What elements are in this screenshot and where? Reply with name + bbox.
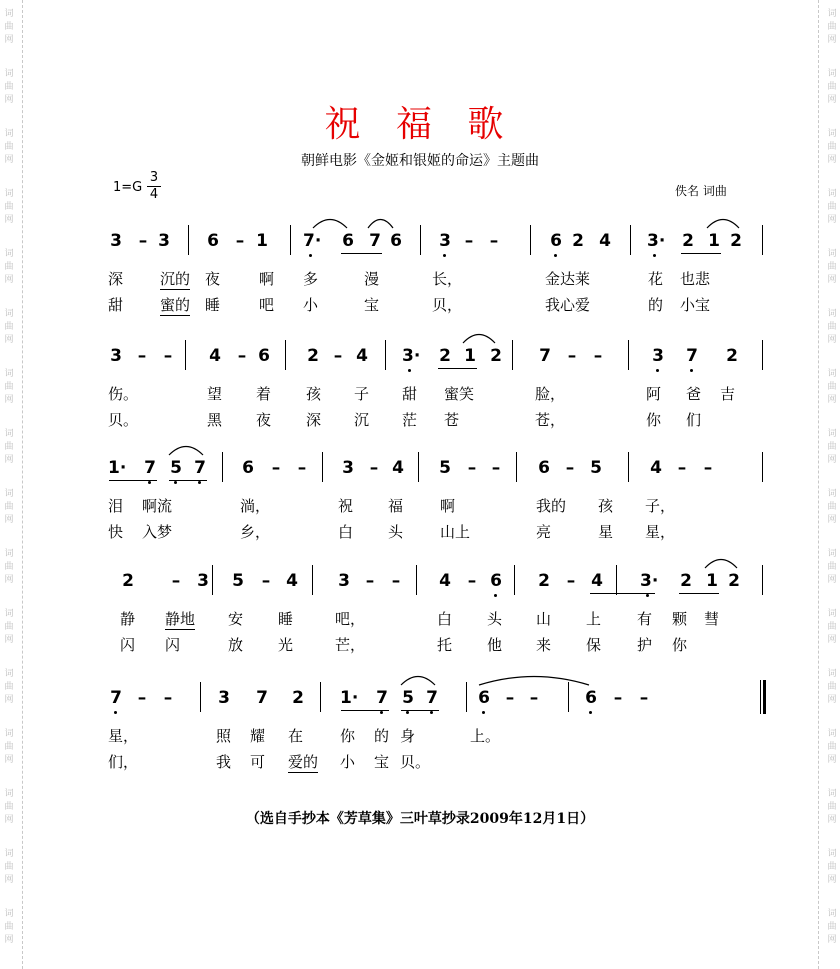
lyric-verse-2: 亮 [536, 523, 552, 541]
note: 5 [590, 458, 602, 478]
slur-arc [168, 442, 204, 456]
note: 7 [192, 458, 208, 478]
sustain-dash: – [467, 571, 477, 591]
sustain-dash: – [171, 571, 181, 591]
bar-line [188, 225, 189, 255]
bar-line [762, 452, 763, 482]
watermark-glyph: 词 曲 网 [827, 849, 837, 885]
note: 6 [476, 688, 492, 708]
lyric-verse-1: 祝 [338, 497, 354, 515]
score-row [0, 565, 840, 675]
note: 7 [374, 688, 390, 708]
lyric-verse-2: 贝， [432, 296, 463, 314]
note: 6 [242, 458, 254, 478]
lyric-verse-2: 宝 [364, 296, 380, 314]
lyric-verse-1: 子 [354, 385, 370, 403]
lyric-verse-2: 小 [340, 753, 356, 771]
note: 5 [439, 458, 451, 478]
lyric-verse-1: 身 [400, 727, 416, 745]
lyric-verse-1: 孩 [598, 497, 614, 515]
beam-line [169, 480, 207, 481]
lyric-verse-2: 们， [108, 753, 139, 771]
lyric-verse-1: 也悲 [680, 270, 711, 288]
lyric-verse-2: 入梦 [142, 523, 173, 541]
lyric-verse-1: 蜜笑 [444, 385, 475, 403]
lyric-verse-2: 宝 [374, 753, 390, 771]
sustain-dash: – [163, 688, 173, 708]
sustain-dash: – [271, 458, 281, 478]
lyric-verse-2: 乡， [240, 523, 271, 541]
sustain-dash: – [365, 571, 375, 591]
note: 6 [583, 688, 599, 708]
bar-line [285, 340, 286, 370]
bar-line [200, 682, 201, 712]
note: 1· [108, 458, 127, 478]
lyric-verse-1: 夜 [205, 270, 221, 288]
note: 3 [650, 346, 666, 366]
lyric-verse-1: 阿 [646, 385, 662, 403]
note: 1 [708, 231, 720, 251]
lyric-verse-2: 吧 [259, 296, 275, 314]
note: 7 [108, 688, 124, 708]
beam-line [590, 593, 655, 594]
bar-line [290, 225, 291, 255]
slur-arc [478, 672, 590, 686]
lyric-verse-2: 来 [536, 636, 552, 654]
sustain-dash: – [613, 688, 623, 708]
lyric-verse-1: 颗 [672, 610, 688, 628]
slur-arc [706, 215, 740, 229]
final-bar-thin [760, 680, 761, 714]
note: 6 [342, 231, 354, 251]
watermark-glyph: 词 曲 网 [827, 69, 837, 105]
lyric-verse-1: 脸， [535, 385, 566, 403]
note: 2 [307, 346, 319, 366]
score-row [0, 682, 840, 792]
sustain-dash: – [237, 346, 247, 366]
bar-line [530, 225, 531, 255]
note: 4 [439, 571, 451, 591]
lyric-verse-1: 望 [207, 385, 223, 403]
note: 2 [682, 231, 694, 251]
lyric-verse-2: 你 [672, 636, 688, 654]
note: 7· [303, 231, 325, 251]
sustain-dash: – [567, 346, 577, 366]
note: 1 [256, 231, 268, 251]
bar-line [416, 565, 417, 595]
note: 7 [539, 346, 551, 366]
sustain-dash: – [137, 688, 147, 708]
bar-line [514, 565, 515, 595]
bar-line [630, 225, 631, 255]
bar-line [320, 682, 321, 712]
watermark-glyph: 词 曲 网 [827, 249, 837, 285]
watermark-glyph: 词 曲 网 [827, 429, 837, 465]
lyric-verse-2: 贝。 [108, 411, 139, 429]
lyric-verse-1: 在 [288, 727, 304, 745]
watermark-glyph: 词 曲 网 [827, 729, 837, 765]
sustain-dash: – [333, 346, 343, 366]
note: 6 [548, 231, 564, 251]
sustain-dash: – [565, 458, 575, 478]
time-signature-top: 3 [149, 170, 159, 185]
time-signature-bottom: 4 [147, 186, 161, 203]
sustain-dash: – [391, 571, 401, 591]
lyric-verse-1: 爸 [686, 385, 702, 403]
lyric-verse-1: 泪 [108, 497, 124, 515]
note: 3 [110, 231, 122, 251]
note: 3 [342, 458, 354, 478]
lyric-verse-1: 子， [645, 497, 676, 515]
note: 4 [591, 571, 603, 591]
lyric-verse-2: 你 [646, 411, 662, 429]
bar-line [418, 452, 419, 482]
note: 2 [292, 688, 304, 708]
lyric-verse-2: 快 [108, 523, 124, 541]
watermark-glyph: 词 曲 网 [827, 489, 837, 525]
lyric-verse-1: 照 [216, 727, 232, 745]
note: 3· [402, 346, 424, 366]
lyric-verse-1: 星， [108, 727, 139, 745]
watermark-glyph: 词 曲 网 [4, 249, 14, 285]
lyric-verse-1: 甜 [402, 385, 418, 403]
watermark-glyph: 词 曲 网 [4, 789, 14, 825]
lyric-verse-2: 他 [487, 636, 503, 654]
lyric-verse-1: 沉的 [160, 270, 191, 288]
sustain-dash: – [677, 458, 687, 478]
bar-line [568, 682, 569, 712]
watermark-glyph: 词 曲 网 [4, 669, 14, 705]
lyric-verse-2: 的 [648, 296, 664, 314]
lyric-verse-2: 苍， [535, 411, 566, 429]
watermark-glyph: 词 曲 网 [827, 789, 837, 825]
slur-arc [400, 672, 436, 686]
watermark-glyph: 词 曲 网 [4, 609, 14, 645]
bar-line [762, 225, 763, 255]
watermark-glyph: 词 曲 网 [4, 549, 14, 585]
bar-line [185, 340, 186, 370]
lyric-verse-2: 我心爱 [545, 296, 591, 314]
watermark-glyph: 词 曲 网 [827, 129, 837, 165]
sustain-dash: – [703, 458, 713, 478]
watermark-glyph: 词 曲 网 [827, 369, 837, 405]
sustain-dash: – [235, 231, 245, 251]
watermark-glyph: 词 曲 网 [4, 849, 14, 885]
note: 3· [640, 571, 662, 591]
note: 3 [437, 231, 453, 251]
note: 3 [110, 346, 122, 366]
bar-line [222, 452, 223, 482]
slur-arc [704, 555, 738, 569]
lyric-verse-2: 睡 [205, 296, 221, 314]
note: 5 [400, 688, 416, 708]
lyric-verse-1: 你 [340, 727, 356, 745]
lyric-verse-1: 耀 [250, 727, 266, 745]
slur-arc [312, 215, 348, 229]
bar-line [312, 565, 313, 595]
watermark-glyph: 词 曲 网 [4, 129, 14, 165]
lyric-verse-2: 闪 [165, 636, 181, 654]
lyric-verse-2: 蜜的 [160, 296, 191, 314]
sustain-dash: – [261, 571, 271, 591]
lyric-verse-1: 福 [388, 497, 404, 515]
sustain-dash: – [297, 458, 307, 478]
bar-line [212, 565, 213, 595]
lyric-verse-1: 啊 [440, 497, 456, 515]
note: 1· [340, 688, 359, 708]
lyric-verse-2: 黑 [207, 411, 223, 429]
lyric-verse-1: 彗 [704, 610, 720, 628]
bar-line [628, 340, 629, 370]
note: 4 [356, 346, 368, 366]
sustain-dash: – [505, 688, 515, 708]
lyric-verse-2: 芒， [335, 636, 366, 654]
note: 6 [488, 571, 504, 591]
note: 7 [424, 688, 440, 708]
note: 7 [369, 231, 381, 251]
note: 1 [464, 346, 476, 366]
bar-line [516, 452, 517, 482]
sustain-dash: – [491, 458, 501, 478]
watermark-glyph: 词 曲 网 [4, 309, 14, 345]
lyric-verse-2: 星 [598, 523, 614, 541]
time-signature [147, 170, 161, 203]
lyric-verse-1: 静地 [165, 610, 196, 628]
bar-line [616, 565, 617, 595]
lyric-verse-1: 花 [648, 270, 664, 288]
lyric-verse-2: 茫 [402, 411, 418, 429]
note: 2 [730, 231, 742, 251]
lyric-verse-1: 啊流 [142, 497, 173, 515]
watermark-glyph: 词 曲 网 [4, 429, 14, 465]
lyric-verse-1: 吉 [720, 385, 736, 403]
lyric-verse-2: 可 [250, 753, 266, 771]
note: 1 [706, 571, 718, 591]
watermark-glyph: 词 曲 网 [827, 909, 837, 945]
watermark-glyph: 词 曲 网 [4, 369, 14, 405]
sustain-dash: – [593, 346, 603, 366]
watermark-glyph: 词 曲 网 [827, 189, 837, 225]
score-row [0, 452, 840, 562]
watermark-glyph: 词 曲 网 [827, 609, 837, 645]
sustain-dash: – [529, 688, 539, 708]
lyric-verse-2: 沉 [354, 411, 370, 429]
lyric-verse-2: 白 [338, 523, 354, 541]
song-title: 祝 福 歌 [324, 104, 516, 145]
note: 2 [726, 346, 738, 366]
bar-line [762, 565, 763, 595]
lyric-verse-1: 吧， [335, 610, 366, 628]
watermark-glyph: 词 曲 网 [827, 549, 837, 585]
credits: 佚名 词曲 [675, 184, 727, 198]
lyric-verse-2: 贝。 [400, 753, 431, 771]
score-row [0, 225, 840, 335]
lyric-verse-2: 我 [216, 753, 232, 771]
watermark-glyph: 词 曲 网 [827, 9, 837, 45]
beam-line [438, 368, 477, 369]
note: 3· [647, 231, 669, 251]
note: 2 [122, 571, 134, 591]
note: 2 [490, 346, 502, 366]
song-subtitle: 朝鲜电影《金姬和银姬的命运》主题曲 [301, 153, 539, 169]
lyric-verse-2: 放 [228, 636, 244, 654]
watermark-glyph: 词 曲 网 [4, 69, 14, 105]
lyric-verse-1: 着 [256, 385, 272, 403]
lyric-verse-2: 闪 [120, 636, 136, 654]
lyric-verse-1: 多 [303, 270, 319, 288]
lyric-verse-1: 深 [108, 270, 124, 288]
lyric-verse-1: 白 [437, 610, 453, 628]
sustain-dash: – [464, 231, 474, 251]
note: 4 [650, 458, 662, 478]
sustain-dash: – [639, 688, 649, 708]
key-signature: 1=G [113, 180, 143, 195]
note: 5 [168, 458, 184, 478]
note: 6 [207, 231, 219, 251]
watermark-glyph: 词 曲 网 [4, 729, 14, 765]
bar-line [385, 340, 386, 370]
bar-line [420, 225, 421, 255]
lyric-verse-1: 淌， [240, 497, 271, 515]
sustain-dash: – [138, 231, 148, 251]
final-bar-thick [763, 680, 766, 714]
bar-line [512, 340, 513, 370]
slur-arc [462, 330, 496, 344]
lyric-verse-2: 苍 [444, 411, 460, 429]
watermark-glyph: 词 曲 网 [827, 309, 837, 345]
note: 4 [392, 458, 404, 478]
lyric-verse-2: 托 [437, 636, 453, 654]
lyric-verse-1: 静 [120, 610, 136, 628]
watermark-glyph: 词 曲 网 [4, 489, 14, 525]
note: 2 [728, 571, 740, 591]
note: 3 [158, 231, 170, 251]
sustain-dash: – [163, 346, 173, 366]
note: 6 [258, 346, 270, 366]
note: 2 [538, 571, 550, 591]
lyric-verse-1: 有 [637, 610, 653, 628]
beam-line [679, 593, 719, 594]
lyric-verse-2: 保 [586, 636, 602, 654]
note: 4 [286, 571, 298, 591]
lyric-verse-2: 小 [303, 296, 319, 314]
beam-line [341, 710, 389, 711]
lyric-verse-1: 上。 [470, 727, 501, 745]
note: 3 [197, 571, 209, 591]
note: 2 [572, 231, 584, 251]
bar-line [628, 452, 629, 482]
note: 2 [680, 571, 692, 591]
lyric-verse-2: 甜 [108, 296, 124, 314]
note: 3 [338, 571, 350, 591]
beam-line [681, 253, 721, 254]
lyric-verse-1: 啊 [259, 270, 275, 288]
lyric-verse-2: 深 [306, 411, 322, 429]
note: 7 [684, 346, 700, 366]
lyric-verse-2: 们 [686, 411, 702, 429]
note: 5 [232, 571, 244, 591]
beam-line [109, 480, 157, 481]
note: 6 [538, 458, 550, 478]
beam-line [341, 253, 382, 254]
note: 4 [599, 231, 611, 251]
lyric-verse-1: 上 [586, 610, 602, 628]
lyric-verse-1: 安 [228, 610, 244, 628]
lyric-verse-1: 长， [432, 270, 463, 288]
watermark-glyph: 词 曲 网 [4, 189, 14, 225]
lyric-verse-1: 我的 [536, 497, 567, 515]
lyric-verse-1: 金达莱 [545, 270, 591, 288]
lyric-verse-1: 漫 [364, 270, 380, 288]
score-row [0, 340, 840, 450]
sustain-dash: – [489, 231, 499, 251]
note: 3 [218, 688, 230, 708]
note: 4 [209, 346, 221, 366]
slur-arc [367, 215, 394, 229]
watermark-glyph: 词 曲 网 [4, 909, 14, 945]
sustain-dash: – [566, 571, 576, 591]
lyric-verse-1: 的 [374, 727, 390, 745]
lyric-verse-2: 护 [637, 636, 653, 654]
lyric-verse-1: 头 [487, 610, 503, 628]
lyric-verse-2: 光 [278, 636, 294, 654]
note: 6 [390, 231, 402, 251]
lyric-verse-1: 山 [536, 610, 552, 628]
lyric-verse-2: 星， [645, 523, 676, 541]
beam-line [401, 710, 439, 711]
lyric-verse-1: 睡 [278, 610, 294, 628]
bar-line [466, 682, 467, 712]
sustain-dash: – [369, 458, 379, 478]
bar-line [322, 452, 323, 482]
bar-line [762, 340, 763, 370]
lyric-verse-1: 孩 [306, 385, 322, 403]
lyric-verse-2: 夜 [256, 411, 272, 429]
source-note: （选自手抄本《芳草集》三叶草抄录2009年12月1日） [245, 811, 595, 827]
sustain-dash: – [467, 458, 477, 478]
note: 7 [256, 688, 268, 708]
lyric-verse-2: 山上 [440, 523, 471, 541]
note: 2 [439, 346, 451, 366]
lyric-verse-2: 爱的 [288, 753, 319, 771]
lyric-verse-2: 小宝 [680, 296, 711, 314]
sustain-dash: – [137, 346, 147, 366]
lyric-verse-1: 伤。 [108, 385, 139, 403]
note: 7 [142, 458, 158, 478]
watermark-glyph: 词 曲 网 [827, 669, 837, 705]
watermark-glyph: 词 曲 网 [4, 9, 14, 45]
lyric-verse-2: 头 [388, 523, 404, 541]
